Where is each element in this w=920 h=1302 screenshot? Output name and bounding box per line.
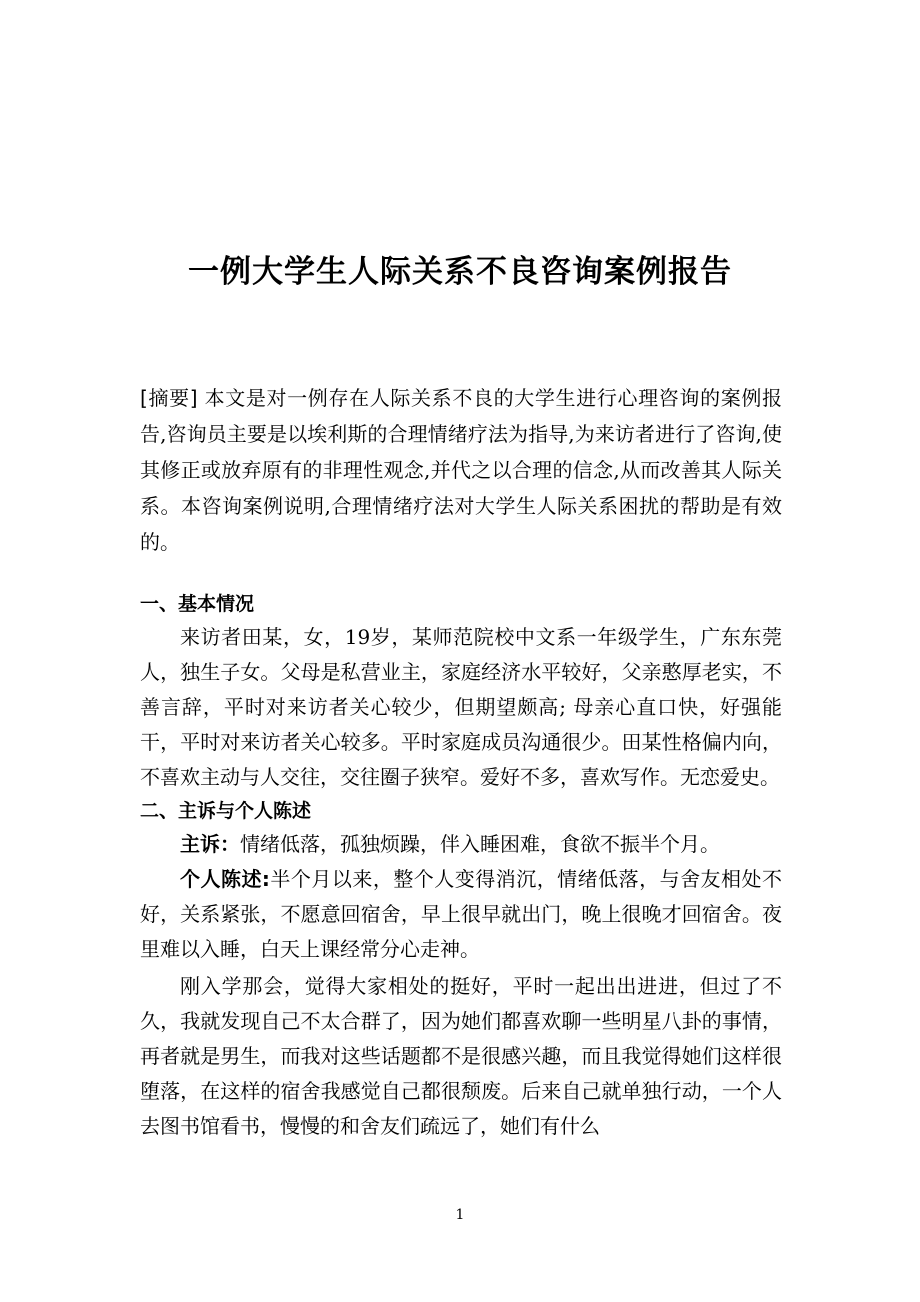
section-heading-complaint: 二、主诉与个人陈述 [140, 800, 312, 822]
basic-info-paragraph: 来访者田某，女，19岁，某师范院校中文系一年级学生，广东东莞人，独生子女。父母是私营业主，家庭经济水平较好，父亲憨厚老实，不善言辞，平时对来访者关心较少，但期望颇高; 母亲心直口快，好强能干，平时对来访者关心较多。平时家庭成员沟通很少。田某性格偏内向，不喜欢主动与人交往，交往圈子狭窄。爱好不多，喜欢写作。无恋爱史。 [140, 625, 782, 789]
section-heading-basic-info: 一、基本情况 [140, 593, 255, 615]
complaint-paragraph [140, 827, 782, 862]
statement-text: 半个月以来，整个人变得消沉，情绪低落，与舍友相处不好，关系紧张，不愿意回宿舍，早上很早就出门，晚上很晚才回宿舍。夜里难以入睡，白天上课经常分心走神。 [140, 867, 783, 961]
complaint-text: 情绪低落，孤独烦躁，伴入睡困难，食欲不振半个月。 [240, 832, 720, 856]
abstract-label: [摘要] [140, 386, 198, 410]
statement-label: 个人陈述: [180, 867, 270, 891]
narrative-paragraph: 刚入学那会，觉得大家相处的挺好，平时一起出出进进，但过了不久，我就发现自己不太合群了，因为她们都喜欢聊一些明星八卦的事情，再者就是男生，而我对这些话题都不是很感兴趣，而且我觉得她们这样很堕落，在这样的宿舍我感觉自己都很颓废。后来自己就单独行动，一个人去图书馆看书，慢慢的和舍友们疏远了，她们有什么 [140, 974, 782, 1138]
statement-paragraph [140, 862, 782, 967]
abstract [140, 380, 782, 560]
complaint-label: 主诉： [180, 832, 240, 856]
document-title: 一例大学生人际关系不良咨询案例报告 [188, 254, 732, 290]
abstract-text: 本文是对一例存在人际关系不良的大学生进行心理咨询的案例报告,咨询员主要是以埃利斯的合理情绪疗法为指导,为来访者进行了咨询,使其修正或放弃原有的非理性观念,并代之以合理的信念,从而改善其人际关系。本咨询案例说明,合理情绪疗法对大学生人际关系困扰的帮助是有效的。 [140, 386, 783, 554]
document-body [140, 588, 782, 1144]
page-number: 1 [455, 1207, 465, 1223]
